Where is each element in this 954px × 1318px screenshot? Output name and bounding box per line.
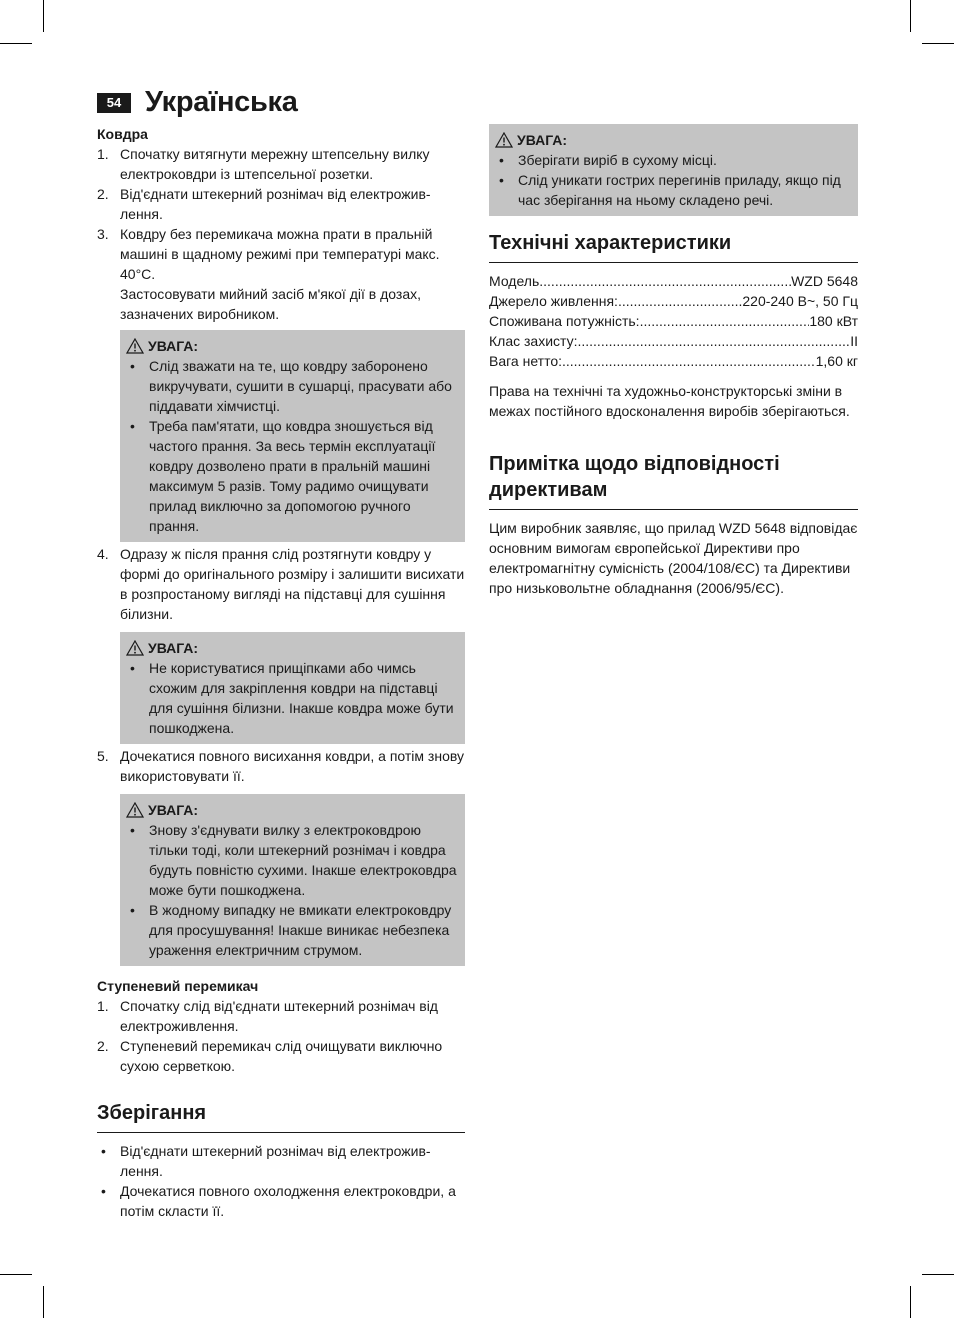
list-item: 2. Ступеневий перемикач слід очищувати виключно сухою серветкою. [97,1038,443,1074]
spec-row: Джерело живлення: ..... 220-240 В~, 50 Гц [489,291,858,311]
warning-box [120,330,465,542]
specs-table [489,271,858,371]
storage-title: Зберігання [97,1100,465,1133]
specs-note: Права на технічні та художньо-конструкторські зміни в межах постійного вдосконалення виробів зберігаються. [489,383,850,419]
crop-mark [922,1274,954,1275]
list-item: • Слід уникати гострих перегинів приладу, якщо під час зберігання на ньому складено речі. [499,172,841,208]
page-header [97,86,298,119]
blanket-heading: Ковдра [97,126,148,142]
page-title: Українська [145,86,298,118]
warning-triangle-icon [126,338,144,354]
list-item: • Дочекатися повного охолодження електроковдри, а потім скласти її. [101,1183,456,1219]
crop-mark [43,1286,44,1318]
spec-row: Клас захисту: ..... II [489,331,858,351]
warning-box [120,794,465,966]
specs-title: Технічні характеристики [489,230,858,263]
crop-mark [43,0,44,32]
crop-mark [0,1274,32,1275]
conformity-text: Цим виробник заявляє, що прилад WZD 5648 відповідає основним вимогам європейської Директиви про електромагнітну сумісність (2004/108/ЄС) та Директиви про низьковольтне обладнання (2006/95/ЄС). [489,520,858,596]
list-item: 4. Одразу ж після прання слід розтягнути ковдру у формі до оригінального розміру і залишити висихати в розпростаному вигляді на підставці для сушіння білизни. [97,546,465,622]
spec-row: Споживана потужність: ..... 180 кВт [489,311,858,331]
page-number: 54 [97,93,131,113]
list-item: • В жодному випадку не вмикати електроковдру для просушування! Інакше виникає небезпека ураження електричним струмом. [130,902,452,958]
warning-title: УВАГА: [126,800,461,820]
blanket-steps [97,144,465,324]
conformity-title: Примітка щодо відповідності директивам [489,451,858,510]
switch-heading: Ступеневий перемикач [97,978,259,994]
list-item: • Слід зважати на те, що ковдру заборонено викручувати, сушити в сушарці, прасувати або піддавати хімчистці. [130,358,452,414]
crop-mark [922,43,954,44]
warning-title: УВАГА: [495,130,854,150]
left-column [97,124,465,1221]
list-item: 1. Спочатку слід від'єднати штекерний рознімач від електроживлення. [97,998,438,1034]
list-item: • Від'єднати штекерний рознімач від електроживлення. [101,1143,431,1179]
spec-row: Вага нетто: ..... 1,60 кг [489,351,858,371]
warning-title: УВАГА: [126,638,461,658]
crop-mark [910,1286,911,1318]
list-item: 1. Спочатку витягнути мережну штепсельну вилку електроковдри із штепсельної розетки. [97,146,430,182]
list-item: • Зберігати виріб в сухому місці. [499,152,717,168]
switch-steps [97,996,465,1076]
warning-triangle-icon [495,132,513,148]
crop-mark [910,0,911,32]
list-item: • Треба пам'ятати, що ковдра зношується від частого прання. За весь термін експлуатації ковдру дозволено прати в пральній машині максимум 5 разів. Тому радимо очищувати прилад виключно за допомогою ручного прання. [130,418,436,534]
warning-title: УВАГА: [126,336,461,356]
warning-triangle-icon [126,802,144,818]
warning-triangle-icon [126,640,144,656]
list-item: • Знову з'єднувати вилку з електроковдрою тільки тоді, коли штекерний рознімач і ковдра будуть повністю сухими. Інакше електроковдра може бути пошкоджена. [130,822,457,898]
warning-box [120,632,465,744]
spec-row: Модель ..... WZD 5648 [489,271,858,291]
list-item: • Не користуватися прищіпками або чимсь схожим для закріплення ковдри на підставці для сушіння білизни. Інакше ковдра може бути пошкоджена. [130,660,454,736]
list-item: 5. Дочекатися повного висихання ковдри, а потім знову використовувати її. [97,748,464,784]
list-item: 2. Від'єднати штекерний рознімач від електроживлення. [97,186,431,222]
warning-box [489,124,858,216]
list-item: 3. Ковдру без перемикача можна прати в пральній машині в щадному режимі при температурі макс. 40°C. Застосовувати мийний засіб м'якої дії в дозах, зазначених виробником. [97,226,440,322]
right-column [489,124,858,598]
storage-list [97,1141,465,1221]
crop-mark [0,43,32,44]
